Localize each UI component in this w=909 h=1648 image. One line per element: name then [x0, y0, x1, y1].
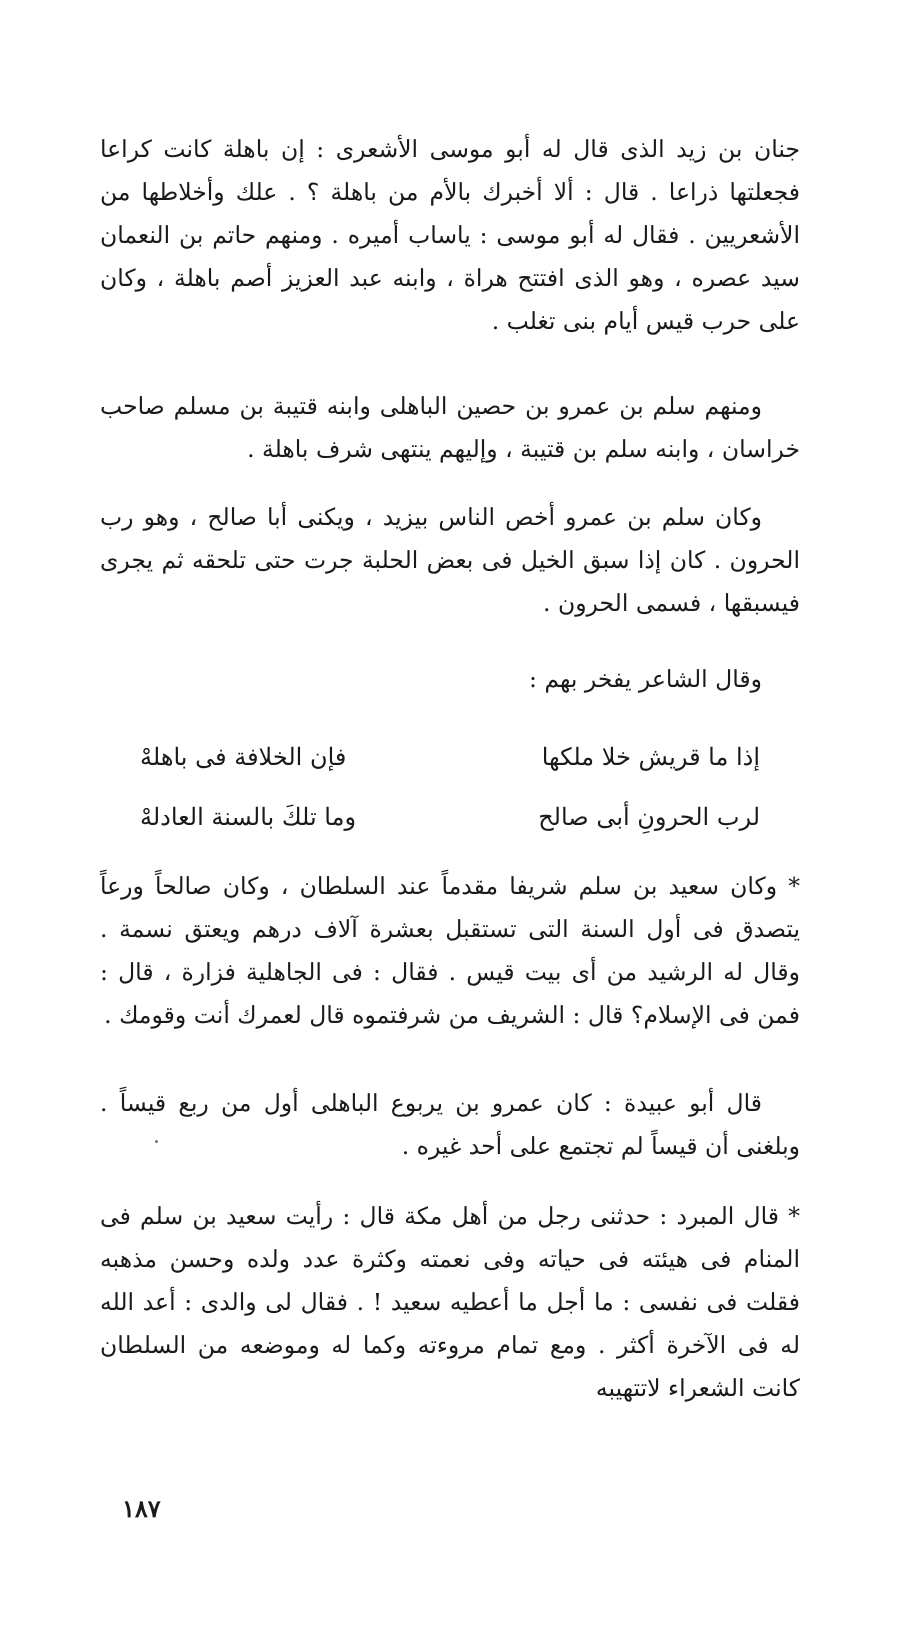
paragraph-3-block — [100, 496, 800, 625]
paragraph-7: * قال المبرد : حدثنى رجل من أهل مكة قال : رأيت سعيد بن سلم فى المنام فى هيئته فى حياته وفى نعمته وكثرة عدد ولده وحسن مذهبه فقلت فى نفسى : ما أجل ما أعطيه سعيد ! . فقال لى والدى : أعد الله له فى الآخرة أكثر . ومع تمام مروءته وكما له وموضعه من السلطان كانت الشعراء لاتتهيبه — [100, 1202, 800, 1402]
poem-line-2 — [140, 796, 760, 839]
print-speck — [155, 1140, 158, 1143]
page-number: ١٨٧ — [122, 1494, 161, 1523]
paragraph-1: جنان بن زيد الذى قال له أبو موسى الأشعرى : إن باهلة كانت كراعا فجعلتها ذراعا . قال : ألا أخبرك بالأم من باهلة ؟ . علك وأخلاطها من الأشعريين . فقال له أبو موسى : ياساب أميره . ومنهم حاتم بن النعمان سيد عصره ، وهو الذى افتتح هراة ، وابنه عبد العزيز أصم باهلة ، وكان على حرب قيس أيام بنى تغلب . — [100, 135, 800, 335]
poem-line-2-first-hemistich: لرب الحرونِ أبى صالح — [538, 803, 760, 831]
paragraph-2: ومنهم سلم بن عمرو بن حصين الباهلى وابنه قتيبة بن مسلم صاحب خراسان ، وابنه سلم بن قتيبة ، وإليهم ينتهى شرف باهلة . — [100, 392, 800, 463]
paragraph-6: قال أبو عبيدة : كان عمرو بن يربوع الباهلى أول من ربع قيساً . وبلغنى أن قيساً لم تجتمع على أحد غيره . — [100, 1089, 800, 1160]
poem-line-1 — [140, 736, 760, 779]
paragraph-5: * وكان سعيد بن سلم شريفا مقدماً عند السلطان ، وكان صالحاً ورعاً يتصدق فى أول السنة التى تستقبل بعشرة آلاف درهم ويعتق نسمة . وقال له الرشيد من أى بيت قيس . فقال : فى الجاهلية فزارة ، قال : فمن فى الإسلام؟ قال : الشريف من شرفتموه قال لعمرك أنت وقومك . — [100, 872, 800, 1029]
poem-intro: وقال الشاعر يفخر بهم : — [529, 665, 762, 693]
paragraph-4-block — [100, 658, 800, 701]
poem-line-2-second-hemistich: وما تلكَ بالسنة العادلهْ — [140, 803, 357, 831]
paragraph-2-block — [100, 385, 800, 471]
paragraph-6-block — [100, 1082, 800, 1168]
paragraph-1-block — [100, 128, 800, 343]
paragraph-3: وكان سلم بن عمرو أخص الناس بيزيد ، ويكنى أبا صالح ، وهو رب الحرون . كان إذا سبق الخيل فى بعض الحلبة جرت حتى تلحقه ثم يجرى فيسبقها ، فسمى الحرون . — [100, 503, 800, 617]
paragraph-5-block — [100, 865, 800, 1037]
poem-line-1-first-hemistich: إذا ما قريش خلا ملكها — [541, 743, 760, 771]
poem-line-1-second-hemistich: فإن الخلافة فى باهلهْ — [140, 743, 347, 771]
paragraph-7-block — [100, 1195, 800, 1410]
